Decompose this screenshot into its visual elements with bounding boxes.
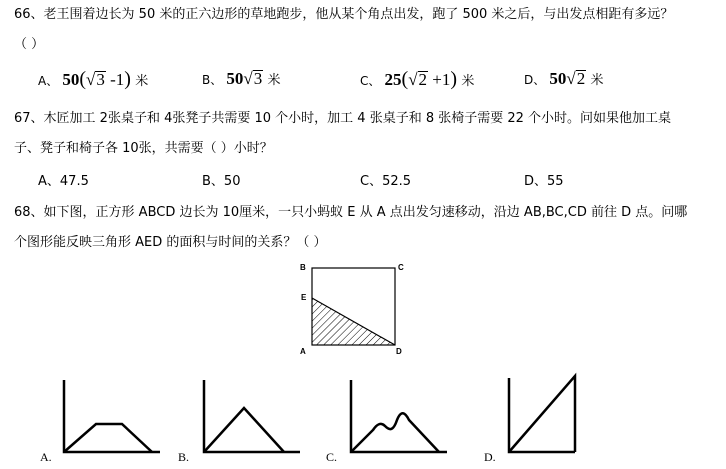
graph-b-curve [204, 408, 284, 452]
graph-b[interactable] [200, 380, 305, 455]
q67-option-c[interactable] [360, 173, 411, 191]
vertex-label-a: A [300, 347, 306, 356]
option-value: 55 [547, 174, 564, 189]
q66-option-b[interactable]: B、 50√3 米 [202, 69, 281, 88]
unit: 米 [461, 74, 475, 89]
radicand: 2 [418, 70, 428, 89]
unit: 米 [590, 73, 604, 88]
graph-a-label: A. [40, 450, 52, 464]
radicand: 2 [576, 69, 586, 88]
radicand: 3 [253, 69, 263, 88]
option-label: C、 [360, 174, 383, 189]
graph-a[interactable] [60, 380, 165, 455]
graph-d-label: D. [484, 450, 496, 464]
vertex-label-b: B [300, 263, 306, 272]
unit: 米 [135, 74, 149, 89]
close-paren: ) [450, 68, 458, 90]
q67-option-b[interactable] [202, 173, 240, 191]
close-paren: ) [124, 68, 131, 90]
q66-blank: （ ） [14, 37, 45, 52]
vertex-label-c: C [398, 263, 404, 272]
option-value: 52.5 [382, 174, 412, 189]
option-label: B、 [202, 174, 224, 189]
graph-a-curve [64, 424, 152, 452]
option-label: C、 [360, 74, 381, 88]
graph-b-label: B. [178, 450, 190, 464]
math-tail: -1 [105, 70, 125, 89]
option-label: B、 [202, 73, 223, 87]
option-value: 50 [223, 174, 241, 189]
graph-a-axes [64, 380, 160, 452]
graph-c-label: C. [326, 450, 338, 464]
graph-d[interactable] [505, 372, 590, 454]
graph-c-curve [351, 413, 439, 452]
coefficient: 50 [62, 70, 80, 89]
q66-option-a[interactable]: A、 50(√3 -1) 米 [38, 68, 149, 90]
graph-c[interactable] [347, 380, 452, 455]
option-value: 47.5 [59, 174, 89, 189]
math-tail: +1 [428, 70, 451, 89]
open-paren: ( [79, 68, 87, 90]
option-label: D、 [524, 174, 548, 189]
q67-text-line1: 67、木匠加工 2张桌子和 4张凳子共需要 10 个小时，加工 4 张桌子和 8 张椅子需要 22 个小时。问如果他加工桌 [14, 111, 672, 126]
coefficient: 25 [384, 70, 402, 89]
q68-text-line2: 个图形能反映三角形 AED 的面积与时间的关系？（ ） [14, 235, 327, 250]
coefficient: 50 [226, 69, 244, 88]
q67-option-a[interactable] [38, 173, 89, 191]
q66-option-c[interactable]: C、 25(√2 +1) 米 [360, 68, 475, 90]
q66-text: 66、老王围着边长为 50 米的正六边形的草地跑步，他从某个角点出发，跑了 500 米之后，与出发点相距有多远？ [14, 7, 674, 22]
graph-d-curve [509, 376, 575, 452]
option-label: A、 [38, 174, 60, 189]
q68-text-line1: 68、如下图，正方形 ABCD 边长为 10厘米，一只小蚂蚁 E 从 A 点出发匀速移动，沿边 AB,BC,CD 前往 D 点。问哪 [14, 205, 688, 220]
vertex-label-d: D [396, 347, 402, 356]
open-paren: ( [401, 68, 409, 90]
radicand: 3 [96, 70, 105, 89]
q66-option-d[interactable]: D、 50√2 米 [524, 69, 604, 88]
option-label: A、 [38, 74, 59, 88]
unit: 米 [267, 73, 281, 88]
q67-text-line2: 子、凳子和椅子各 10张，共需要（ ）小时？ [14, 141, 273, 156]
square-figure [290, 258, 420, 358]
q67-option-d[interactable] [524, 173, 564, 191]
option-label: D、 [524, 73, 546, 87]
vertex-label-e: E [301, 293, 307, 302]
coefficient: 50 [549, 69, 567, 88]
